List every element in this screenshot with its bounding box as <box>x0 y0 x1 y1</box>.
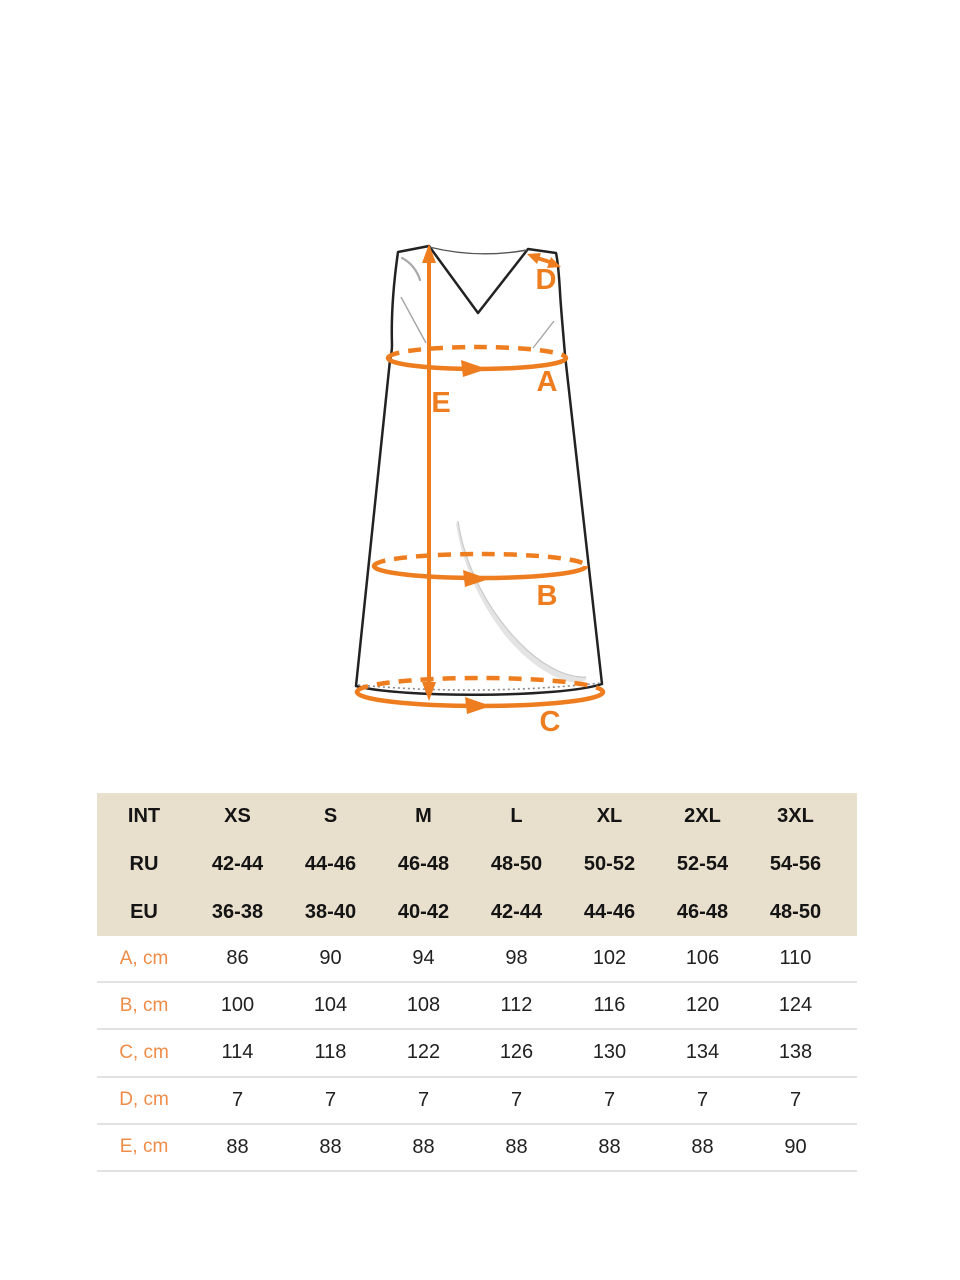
size-table-header <box>97 793 857 936</box>
measurement-value-cell: 88 <box>505 1135 528 1158</box>
size-table-body <box>97 936 857 1172</box>
measurement-value-cell: 94 <box>412 947 435 970</box>
length-measure-label: E <box>431 387 451 419</box>
size-name-cell: L <box>510 805 523 828</box>
size-range-cell: 40-42 <box>397 900 450 923</box>
size-range-cell: 42-44 <box>211 852 264 875</box>
measurement-value-cell: 138 <box>778 1041 813 1064</box>
measurement-value-cell: 90 <box>319 947 342 970</box>
measurement-value-cell: 88 <box>319 1135 342 1158</box>
measurement-value-cell: 7 <box>789 1088 802 1111</box>
measurement-value-cell: 118 <box>314 1041 347 1064</box>
measurement-value-cell: 114 <box>221 1041 254 1064</box>
header-label-eu: EU <box>130 900 158 923</box>
chest-measure-label: A <box>536 366 558 398</box>
size-range-cell: 50-52 <box>583 852 636 875</box>
size-range-cell: 38-40 <box>304 900 357 923</box>
measurement-value-cell: 106 <box>685 947 720 970</box>
measurement-value-cell: 88 <box>691 1135 714 1158</box>
measurement-value-cell: 116 <box>593 994 626 1017</box>
size-name-cell: 3XL <box>777 805 814 828</box>
header-label-int: INT <box>127 805 161 828</box>
header-row-ru <box>97 841 857 889</box>
measurement-value-cell: 7 <box>231 1088 244 1111</box>
size-name-cell: XL <box>596 805 623 828</box>
dress-outline <box>356 246 602 695</box>
measurement-row-b <box>97 983 857 1030</box>
measurement-value-cell: 130 <box>592 1041 627 1064</box>
measurement-value-cell: 7 <box>417 1088 430 1111</box>
size-name-cell: S <box>323 805 338 828</box>
measurement-row-label: A, cm <box>119 947 169 969</box>
size-range-cell: 36-38 <box>211 900 264 923</box>
size-range-cell: 46-48 <box>676 900 729 923</box>
measurement-value-cell: 7 <box>510 1088 523 1111</box>
hem-measure-label: C <box>539 706 561 738</box>
size-range-cell: 48-50 <box>769 900 822 923</box>
header-row-int <box>97 793 857 841</box>
measurement-value-cell: 102 <box>592 947 627 970</box>
measurement-value-cell: 122 <box>406 1041 441 1064</box>
measurement-value-cell: 90 <box>784 1135 807 1158</box>
size-name-cell: XS <box>224 805 251 828</box>
measurement-value-cell: 88 <box>226 1135 249 1158</box>
measurement-value-cell: 104 <box>313 994 348 1017</box>
measurement-value-cell: 88 <box>598 1135 621 1158</box>
hem-measure-arrowhead <box>465 697 491 714</box>
measurement-row-e <box>97 1125 857 1172</box>
size-table <box>97 793 857 1172</box>
size-range-cell: 44-46 <box>304 852 357 875</box>
measurement-value-cell: 124 <box>778 994 813 1017</box>
measurement-value-cell: 7 <box>603 1088 616 1111</box>
measurement-value-cell: 100 <box>220 994 255 1017</box>
measurement-row-label: C, cm <box>119 1041 169 1063</box>
measurement-value-cell: 7 <box>324 1088 337 1111</box>
dress-diagram <box>330 235 630 745</box>
measurement-row-label: E, cm <box>119 1136 169 1158</box>
shoulder-measure-label: D <box>535 264 557 296</box>
measurement-row-label: D, cm <box>119 1089 169 1111</box>
hip-measure-label: B <box>536 580 558 612</box>
measurement-value-cell: 98 <box>505 947 528 970</box>
size-range-cell: 44-46 <box>583 900 636 923</box>
measurement-row-c <box>97 1030 857 1077</box>
measurement-value-cell: 86 <box>226 947 249 970</box>
measurement-value-cell: 7 <box>696 1088 709 1111</box>
measurement-row-d <box>97 1078 857 1125</box>
measurement-row-label: B, cm <box>119 994 169 1016</box>
size-range-cell: 42-44 <box>490 900 543 923</box>
size-range-cell: 54-56 <box>769 852 822 875</box>
size-range-cell: 52-54 <box>676 852 729 875</box>
measurement-value-cell: 110 <box>779 947 812 970</box>
size-name-cell: M <box>415 805 432 828</box>
measurement-value-cell: 126 <box>499 1041 534 1064</box>
size-range-cell: 46-48 <box>397 852 450 875</box>
measurement-value-cell: 120 <box>685 994 720 1017</box>
measurement-value-cell: 134 <box>685 1041 720 1064</box>
size-name-cell: 2XL <box>684 805 721 828</box>
header-label-ru: RU <box>129 852 159 875</box>
back-neckline-line <box>429 247 527 254</box>
measurement-value-cell: 88 <box>412 1135 435 1158</box>
measurement-value-cell: 112 <box>500 994 533 1017</box>
measurement-value-cell: 108 <box>406 994 441 1017</box>
header-row-eu <box>97 888 857 936</box>
size-range-cell: 48-50 <box>490 852 543 875</box>
measurement-row-a <box>97 936 857 983</box>
dress-diagram-svg <box>330 235 630 745</box>
